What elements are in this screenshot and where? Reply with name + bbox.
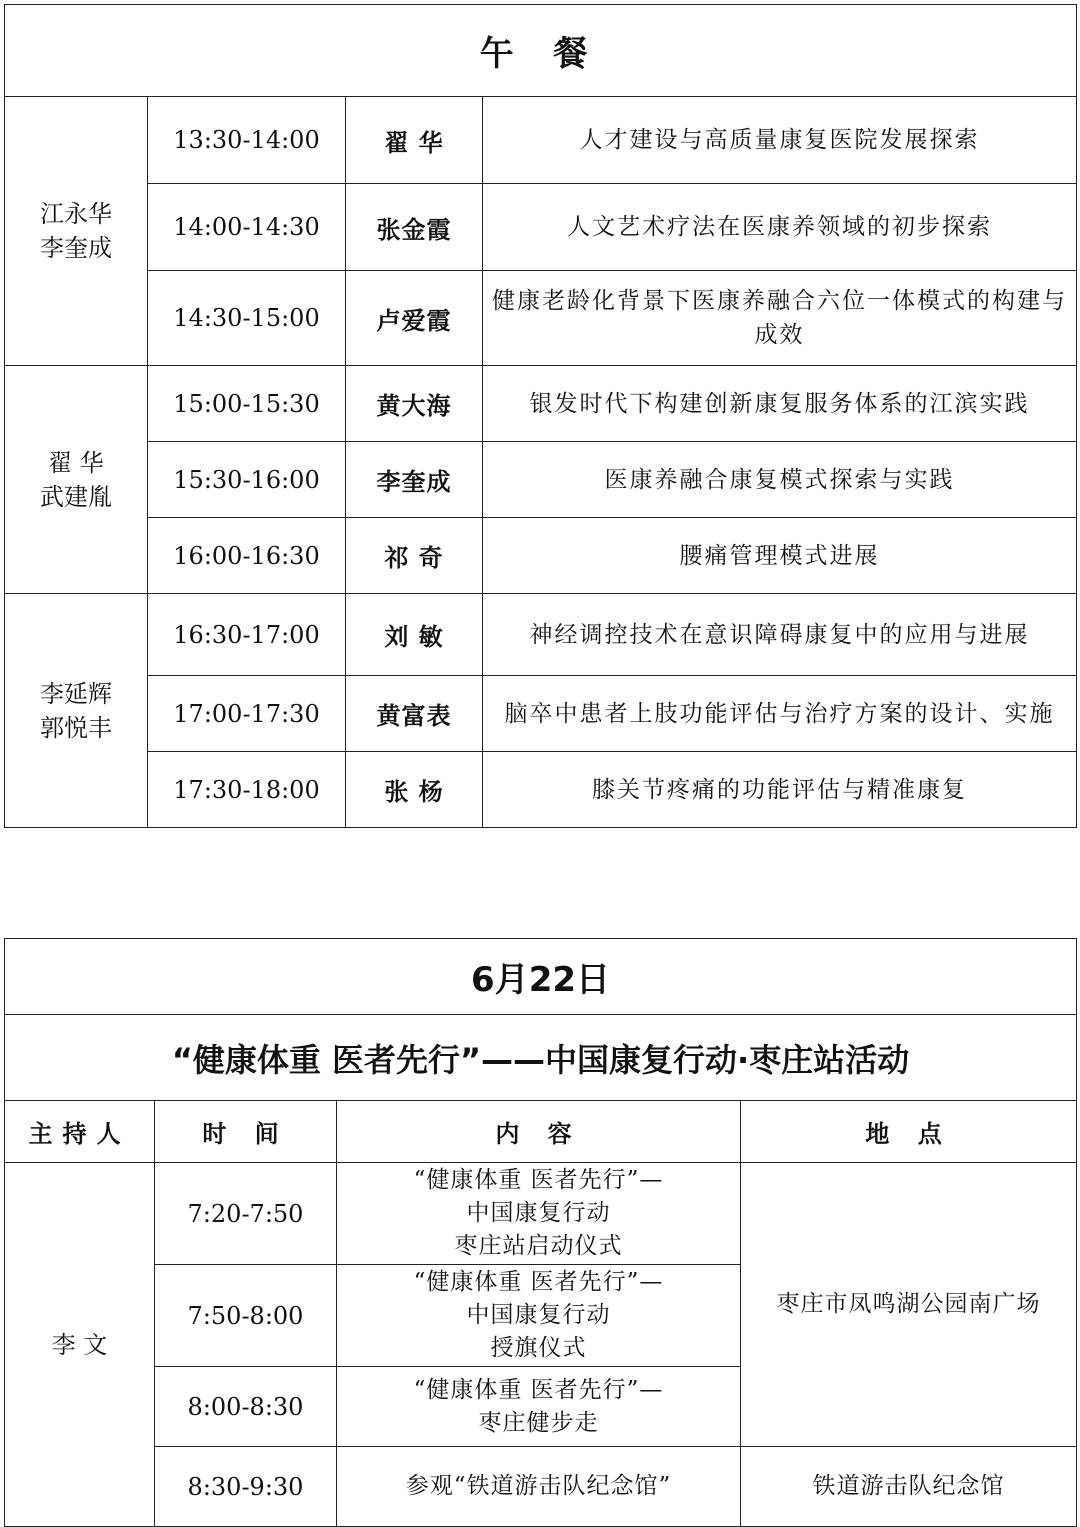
host-name: 江永华 — [40, 200, 112, 228]
date-header: 6月22日 — [5, 939, 1077, 1015]
content-line: “健康体重 医者先行”— — [413, 1269, 664, 1295]
time-cell: 15:30-16:00 — [148, 442, 346, 518]
host-name: 武建胤 — [40, 482, 112, 511]
topic-cell: 银发时代下构建创新康复服务体系的江滨实践 — [483, 366, 1077, 442]
time-cell: 16:30-17:00 — [148, 594, 346, 676]
content-cell — [337, 1367, 741, 1447]
content-line: 授旗仪式 — [490, 1335, 587, 1361]
topic-cell: 人文艺术疗法在医康养领域的初步探索 — [483, 184, 1077, 271]
column-header-row — [5, 1101, 1077, 1163]
speaker-cell: 黄大海 — [346, 366, 483, 442]
content-line: 中国康复行动 — [466, 1200, 611, 1226]
location-cell: 铁道游击队纪念馆 — [741, 1447, 1077, 1527]
table-row — [5, 184, 1077, 271]
content-line: 中国康复行动 — [466, 1302, 611, 1328]
column-header-host: 主持人 — [5, 1101, 155, 1163]
host-cell — [5, 594, 148, 828]
speaker-cell: 刘 敏 — [346, 594, 483, 676]
topic-cell: 膝关节疼痛的功能评估与精准康复 — [483, 752, 1077, 828]
speaker-cell: 张金霞 — [346, 184, 483, 271]
time-cell: 16:00-16:30 — [148, 518, 346, 594]
time-cell: 8:00-8:30 — [155, 1367, 337, 1447]
june22-schedule-table — [4, 938, 1077, 1527]
content-line: 枣庄站启动仪式 — [454, 1233, 623, 1259]
topic-cell: 人才建设与高质量康复医院发展探索 — [483, 97, 1077, 184]
topic-cell: 医康养融合康复模式探索与实践 — [483, 442, 1077, 518]
column-header-location: 地 点 — [741, 1101, 1077, 1163]
table-row — [5, 752, 1077, 828]
host-name: 翟 华 — [48, 448, 104, 477]
topic-cell: 神经调控技术在意识障碍康复中的应用与进展 — [483, 594, 1077, 676]
time-cell: 7:20-7:50 — [155, 1163, 337, 1265]
content-line: 枣庄健步走 — [478, 1409, 599, 1436]
time-cell: 14:00-14:30 — [148, 184, 346, 271]
table-row — [5, 442, 1077, 518]
topic-cell: 腰痛管理模式进展 — [483, 518, 1077, 594]
location-cell: 枣庄市凤鸣湖公园南广场 — [741, 1163, 1077, 1447]
time-cell: 17:00-17:30 — [148, 676, 346, 752]
time-cell: 15:00-15:30 — [148, 366, 346, 442]
table-row — [5, 518, 1077, 594]
column-header-time: 时 间 — [155, 1101, 337, 1163]
table-row — [5, 97, 1077, 184]
content-line: “健康体重 医者先行”— — [413, 1167, 664, 1193]
time-cell: 17:30-18:00 — [148, 752, 346, 828]
content-line: “健康体重 医者先行”— — [413, 1376, 664, 1403]
table-row — [5, 594, 1077, 676]
event-title: “健康体重 医者先行”——中国康复行动·枣庄站活动 — [5, 1015, 1077, 1101]
topic-cell: 健康老龄化背景下医康养融合六位一体模式的构建与成效 — [483, 271, 1077, 366]
table-row — [5, 676, 1077, 752]
topic-cell: 脑卒中患者上肢功能评估与治疗方案的设计、实施 — [483, 676, 1077, 752]
host-cell: 李 文 — [5, 1163, 155, 1527]
host-name: 李延辉 — [40, 679, 112, 708]
table-row — [5, 1447, 1077, 1527]
time-cell: 13:30-14:00 — [148, 97, 346, 184]
host-name: 郭悦丰 — [40, 713, 112, 742]
time-cell: 8:30-9:30 — [155, 1447, 337, 1527]
time-cell: 14:30-15:00 — [148, 271, 346, 366]
speaker-cell: 翟 华 — [346, 97, 483, 184]
table-row — [5, 366, 1077, 442]
host-cell — [5, 366, 148, 594]
speaker-cell: 祁 奇 — [346, 518, 483, 594]
speaker-cell: 黄富表 — [346, 676, 483, 752]
table-row — [5, 271, 1077, 366]
time-cell: 7:50-8:00 — [155, 1265, 337, 1367]
host-cell — [5, 97, 148, 366]
content-cell — [337, 1265, 741, 1367]
speaker-cell: 卢爱霞 — [346, 271, 483, 366]
host-name: 李奎成 — [40, 234, 112, 262]
content-cell: 参观“铁道游击队纪念馆” — [337, 1447, 741, 1527]
afternoon-schedule-table — [4, 4, 1077, 828]
table-row — [5, 1163, 1077, 1265]
content-cell — [337, 1163, 741, 1265]
speaker-cell: 李奎成 — [346, 442, 483, 518]
speaker-cell: 张 杨 — [346, 752, 483, 828]
lunch-header: 午 餐 — [5, 5, 1077, 97]
column-header-content: 内 容 — [337, 1101, 741, 1163]
